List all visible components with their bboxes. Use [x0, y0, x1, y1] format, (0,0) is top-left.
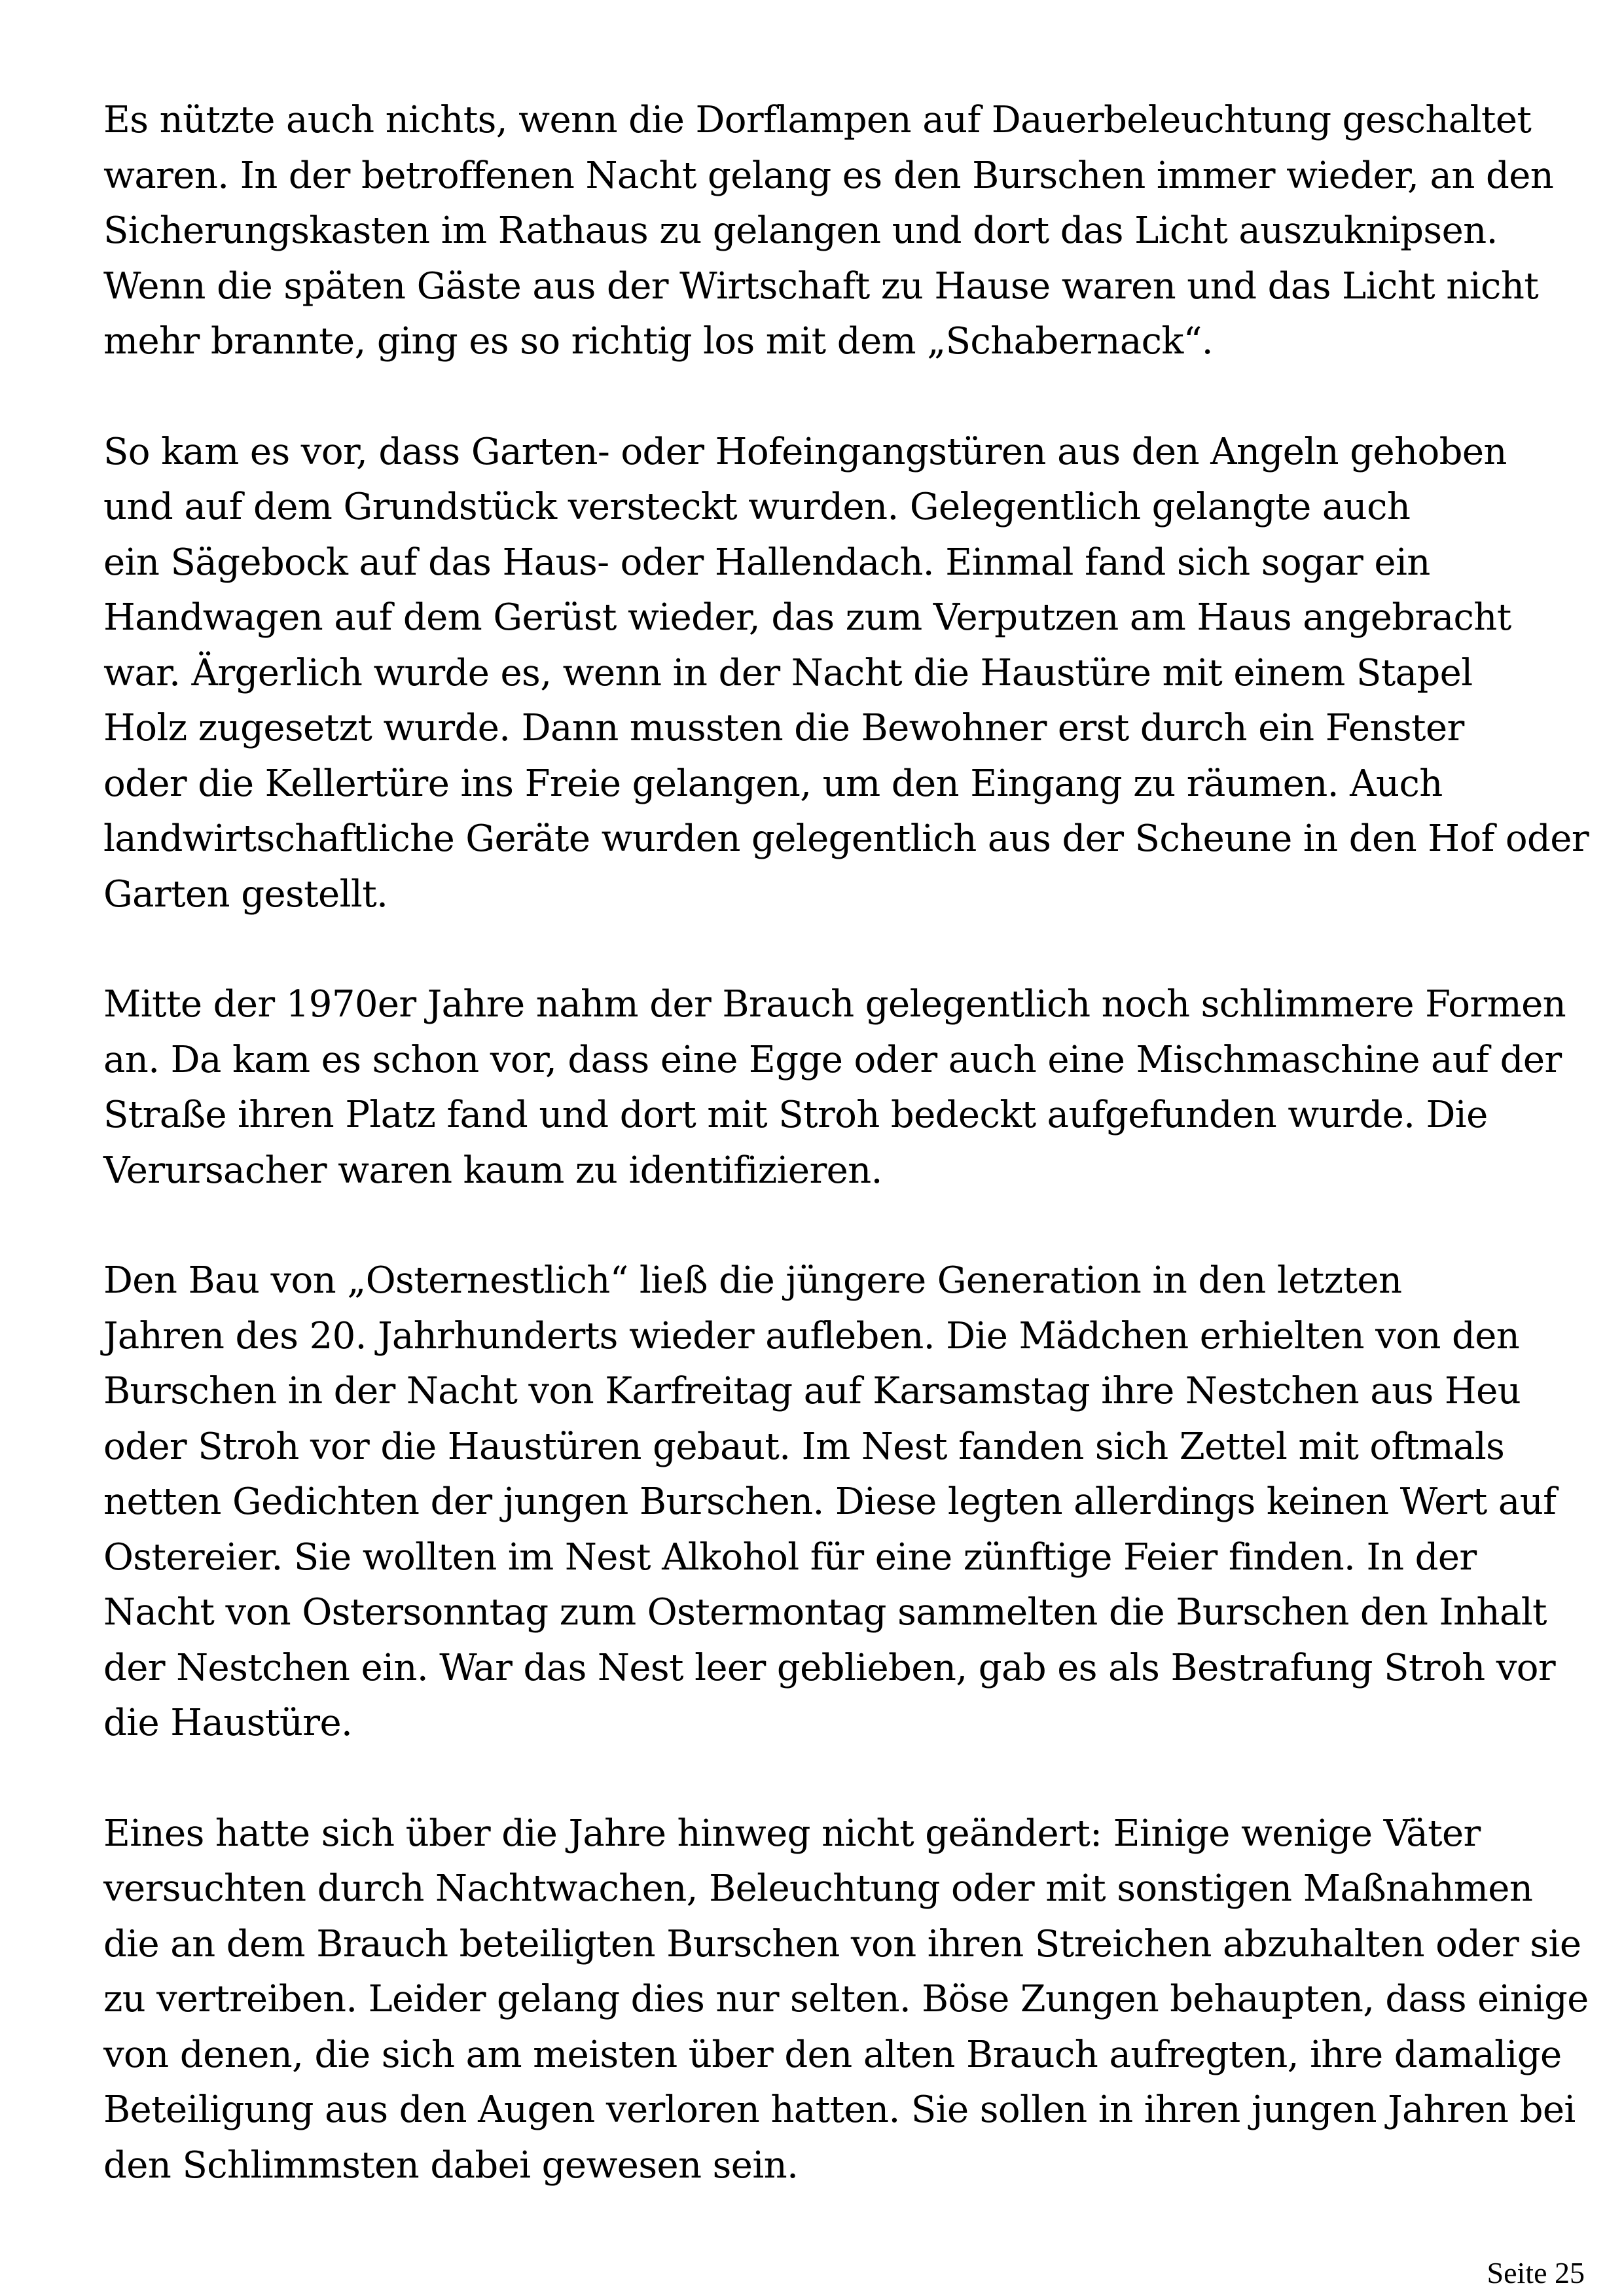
- text-line: von denen, die sich am meisten über den alten Brauch aufregten, ihre damalige: [103, 2033, 1562, 2076]
- text-line: Sicherungskasten im Rathaus zu gelangen und dort das Licht auszuknipsen.: [103, 209, 1498, 252]
- text-line: zu vertreiben. Leider gelang dies nur selten. Böse Zungen behaupten, dass einige: [103, 1978, 1589, 2020]
- text-line: versuchten durch Nachtwachen, Beleuchtung oder mit sonstigen Maßnahmen: [103, 1867, 1533, 1910]
- text-line: mehr brannte, ging es so richtig los mit dem „Schabernack“.: [103, 320, 1213, 363]
- text-line: Ostereier. Sie wollten im Nest Alkohol für eine zünftige Feier finden. In der: [103, 1535, 1477, 1579]
- text-line: Jahren des 20. Jahrhunderts wieder aufleben. Die Mädchen erhielten von den: [103, 1314, 1520, 1357]
- text-line: Wenn die späten Gäste aus der Wirtschaft zu Hause waren und das Licht nicht: [103, 264, 1539, 308]
- text-line: die an dem Brauch beteiligten Burschen von ihren Streichen abzuhalten oder sie: [103, 1922, 1581, 1965]
- text-line: Garten gestellt.: [103, 872, 388, 916]
- text-line: So kam es vor, dass Garten- oder Hofeingangstüren aus den Angeln gehoben: [103, 430, 1507, 473]
- paragraph-2: [103, 425, 1589, 923]
- text-line: Holz zugesetzt wurde. Dann mussten die Bewohner erst durch ein Fenster: [103, 707, 1464, 749]
- text-line: Den Bau von „Osternestlich“ ließ die jüngere Generation in den letzten: [103, 1259, 1402, 1302]
- text-line: oder Stroh vor die Haustüren gebaut. Im Nest fanden sich Zettel mit oftmals: [103, 1425, 1505, 1468]
- paragraph-4: [103, 1253, 1589, 1751]
- text-line: der Nestchen ein. War das Nest leer geblieben, gab es als Bestrafung Stroh vor: [103, 1646, 1556, 1689]
- text-line: Eines hatte sich über die Jahre hinweg nicht geändert: Einige wenige Väter: [103, 1812, 1481, 1855]
- paragraph-5: [103, 1806, 1589, 2194]
- paragraph-3: [103, 977, 1589, 1198]
- body-text: [103, 93, 1589, 2248]
- text-line: den Schlimmsten dabei gewesen sein.: [103, 2144, 799, 2187]
- paragraph-1: [103, 93, 1589, 370]
- text-line: netten Gedichten der jungen Burschen. Diese legten allerdings keinen Wert auf: [103, 1480, 1557, 1523]
- text-line: und auf dem Grundstück versteckt wurden. Gelegentlich gelangte auch: [103, 486, 1411, 528]
- text-line: waren. In der betroffenen Nacht gelang es den Burschen immer wieder, an den: [103, 154, 1554, 197]
- text-line: an. Da kam es schon vor, dass eine Egge oder auch eine Mischmaschine auf der: [103, 1038, 1562, 1081]
- text-line: landwirtschaftliche Geräte wurden gelegentlich aus der Scheune in den Hof oder: [103, 817, 1589, 860]
- text-line: Mitte der 1970er Jahre nahm der Brauch gelegentlich noch schlimmere Formen: [103, 983, 1566, 1026]
- text-line: die Haustüre.: [103, 1702, 353, 1744]
- text-line: oder die Kellertüre ins Freie gelangen, um den Eingang zu räumen. Auch: [103, 762, 1443, 805]
- text-line: Burschen in der Nacht von Karfreitag auf Karsamstag ihre Nestchen aus Heu: [103, 1370, 1521, 1412]
- page-number: Seite 25: [1487, 2256, 1585, 2289]
- text-line: Verursacher waren kaum zu identifizieren.: [103, 1149, 882, 1192]
- text-line: Es nützte auch nichts, wenn die Dorflampen auf Dauerbeleuchtung geschaltet: [103, 99, 1532, 141]
- text-line: Handwagen auf dem Gerüst wieder, das zum Verputzen am Haus angebracht: [103, 596, 1511, 639]
- text-line: Straße ihren Platz fand und dort mit Stroh bedeckt aufgefunden wurde. Die: [103, 1094, 1488, 1136]
- text-line: ein Sägebock auf das Haus- oder Hallendach. Einmal fand sich sogar ein: [103, 541, 1430, 584]
- text-line: Nacht von Ostersonntag zum Ostermontag sammelten die Burschen den Inhalt: [103, 1591, 1547, 1634]
- text-line: Beteiligung aus den Augen verloren hatten. Sie sollen in ihren jungen Jahren bei: [103, 2089, 1576, 2131]
- text-line: war. Ärgerlich wurde es, wenn in der Nacht die Haustüre mit einem Stapel: [103, 651, 1473, 694]
